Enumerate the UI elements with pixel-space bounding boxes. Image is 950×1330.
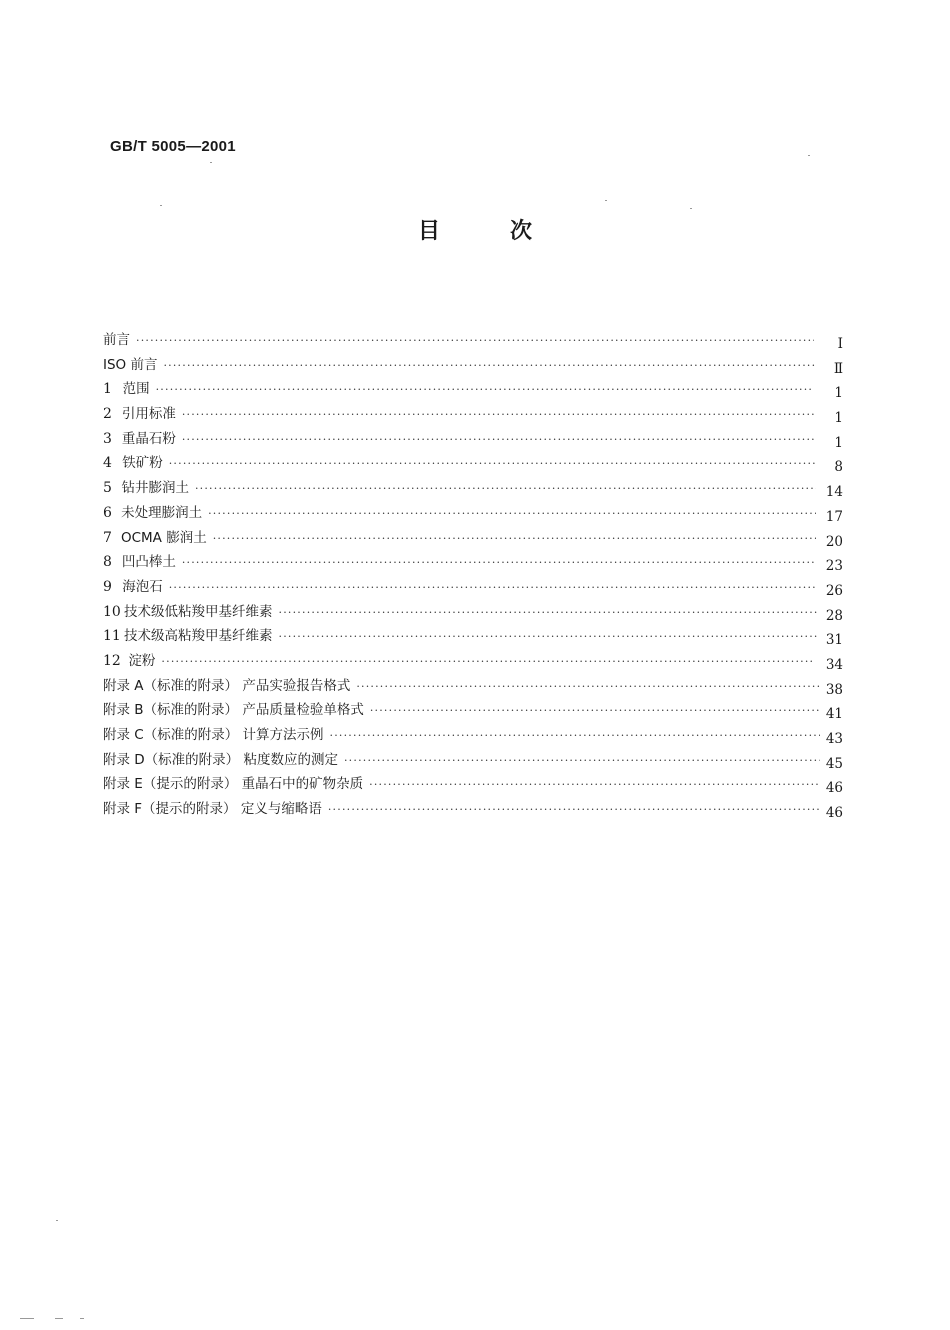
toc-leader (169, 452, 815, 477)
standard-code: GB/T 5005—2001 (110, 138, 236, 155)
toc-page: 17 (825, 508, 843, 525)
table-of-contents (103, 328, 843, 822)
toc-label: 附录 F（提示的附录） 定义与缩略语 (103, 801, 322, 818)
toc-page: 34 (825, 656, 844, 673)
toc-leader (208, 502, 816, 527)
toc-page: 31 (825, 632, 843, 649)
toc-page: 14 (825, 484, 843, 501)
toc-leader (156, 378, 815, 403)
toc-leader (213, 527, 817, 552)
toc-label: 技术级低粘羧甲基纤维素 (124, 603, 273, 620)
toc-leader (370, 699, 820, 724)
scan-speck (690, 208, 692, 209)
toc-label: 未处理膨润土 (121, 504, 203, 521)
toc-leader (344, 749, 820, 774)
toc-label: 凹凸棒土 (121, 554, 176, 571)
scan-speck (20, 1318, 34, 1319)
toc-row-2[interactable] (103, 402, 843, 427)
scan-speck (80, 1318, 84, 1319)
toc-label: 附录 A（标准的附录） 产品实验报告格式 (103, 677, 351, 694)
toc-row-11[interactable] (103, 624, 843, 649)
toc-row-appendix-a[interactable] (103, 674, 843, 699)
scan-speck (808, 155, 810, 156)
toc-row-4[interactable] (103, 451, 843, 476)
toc-row-10[interactable] (103, 600, 843, 625)
toc-page: 46 (825, 780, 843, 797)
toc-label: 铁矿粉 (122, 455, 163, 472)
toc-row-7[interactable] (103, 526, 843, 551)
toc-page: 1 (834, 410, 843, 427)
toc-label: 附录 C（标准的附录） 计算方法示例 (103, 727, 324, 743)
toc-page: 28 (825, 607, 843, 624)
toc-row-appendix-b[interactable] (103, 698, 843, 723)
toc-leader (182, 403, 815, 428)
toc-row-8[interactable] (103, 550, 843, 575)
toc-number: 2 (103, 406, 112, 423)
toc-number: 6 (103, 504, 112, 521)
toc-page: 1 (834, 434, 843, 451)
toc-label: 重晶石粉 (121, 430, 176, 447)
toc-row-appendix-f[interactable] (103, 797, 843, 822)
toc-leader (356, 675, 819, 700)
toc-row-5[interactable] (103, 476, 843, 501)
toc-label: 淀粉 (128, 652, 156, 669)
toc-row-iso-foreword[interactable] (103, 353, 843, 378)
toc-row-6[interactable] (103, 501, 843, 526)
toc-row-3[interactable] (103, 427, 843, 452)
toc-page: 43 (825, 731, 843, 747)
scan-speck (160, 205, 162, 206)
toc-label: 技术级高粘羧甲基纤维素 (124, 628, 273, 645)
toc-leader (279, 601, 819, 626)
toc-row-appendix-d[interactable] (103, 748, 843, 773)
toc-label: 钻井膨润土 (121, 480, 189, 497)
toc-leader (330, 724, 820, 749)
scan-speck (55, 1318, 63, 1319)
toc-page: 20 (825, 533, 844, 550)
toc-number: 10 (103, 603, 121, 620)
toc-leader (163, 354, 814, 379)
toc-row-9[interactable] (103, 575, 843, 600)
toc-page: I (837, 336, 843, 352)
page-title: 目次 (417, 219, 602, 244)
toc-page: 26 (825, 582, 843, 599)
toc-leader (136, 329, 814, 354)
toc-leader (279, 625, 819, 650)
toc-number: 4 (103, 455, 112, 472)
toc-label: 附录 E（提示的附录） 重晶石中的矿物杂质 (103, 776, 364, 793)
toc-row-12[interactable] (103, 649, 843, 674)
toc-page: 45 (825, 755, 843, 772)
toc-number: 3 (103, 430, 112, 447)
toc-page: 8 (834, 459, 843, 476)
toc-label: OCMA 膨润土 (120, 529, 207, 546)
toc-number: 9 (103, 578, 112, 595)
toc-page: 1 (834, 385, 843, 402)
toc-number: 12 (103, 652, 121, 669)
toc-leader (182, 428, 815, 453)
toc-label: 范围 (122, 381, 150, 398)
toc-row-1[interactable] (103, 377, 843, 402)
toc-leader (161, 650, 814, 675)
toc-number: 8 (103, 554, 112, 571)
toc-number: 11 (103, 628, 121, 645)
toc-label: ISO 前言 (103, 356, 158, 373)
toc-number: 7 (103, 529, 112, 546)
toc-label: 附录 D（标准的附录） 粘度数应的测定 (103, 751, 338, 768)
toc-leader (169, 576, 815, 601)
toc-page: 46 (825, 805, 843, 822)
toc-number: 5 (103, 480, 112, 497)
toc-page: 23 (825, 558, 843, 575)
toc-leader (195, 477, 816, 502)
toc-label: 海泡石 (122, 578, 163, 595)
toc-leader (369, 773, 820, 798)
scan-speck (605, 200, 607, 201)
toc-leader (182, 551, 815, 576)
toc-label: 前言 (103, 332, 130, 348)
scan-speck (56, 1220, 58, 1221)
toc-page: Ⅱ (833, 360, 843, 377)
toc-leader (328, 798, 820, 823)
toc-page: 38 (825, 681, 843, 698)
toc-row-appendix-c[interactable] (103, 723, 843, 748)
toc-row-appendix-e[interactable] (103, 772, 843, 797)
scan-speck (210, 162, 212, 163)
toc-number: 1 (103, 381, 112, 398)
toc-page: 41 (825, 706, 843, 723)
toc-label: 附录 B（标准的附录） 产品质量检验单格式 (103, 702, 364, 719)
toc-label: 引用标准 (121, 406, 176, 423)
toc-row-foreword[interactable] (103, 328, 843, 353)
